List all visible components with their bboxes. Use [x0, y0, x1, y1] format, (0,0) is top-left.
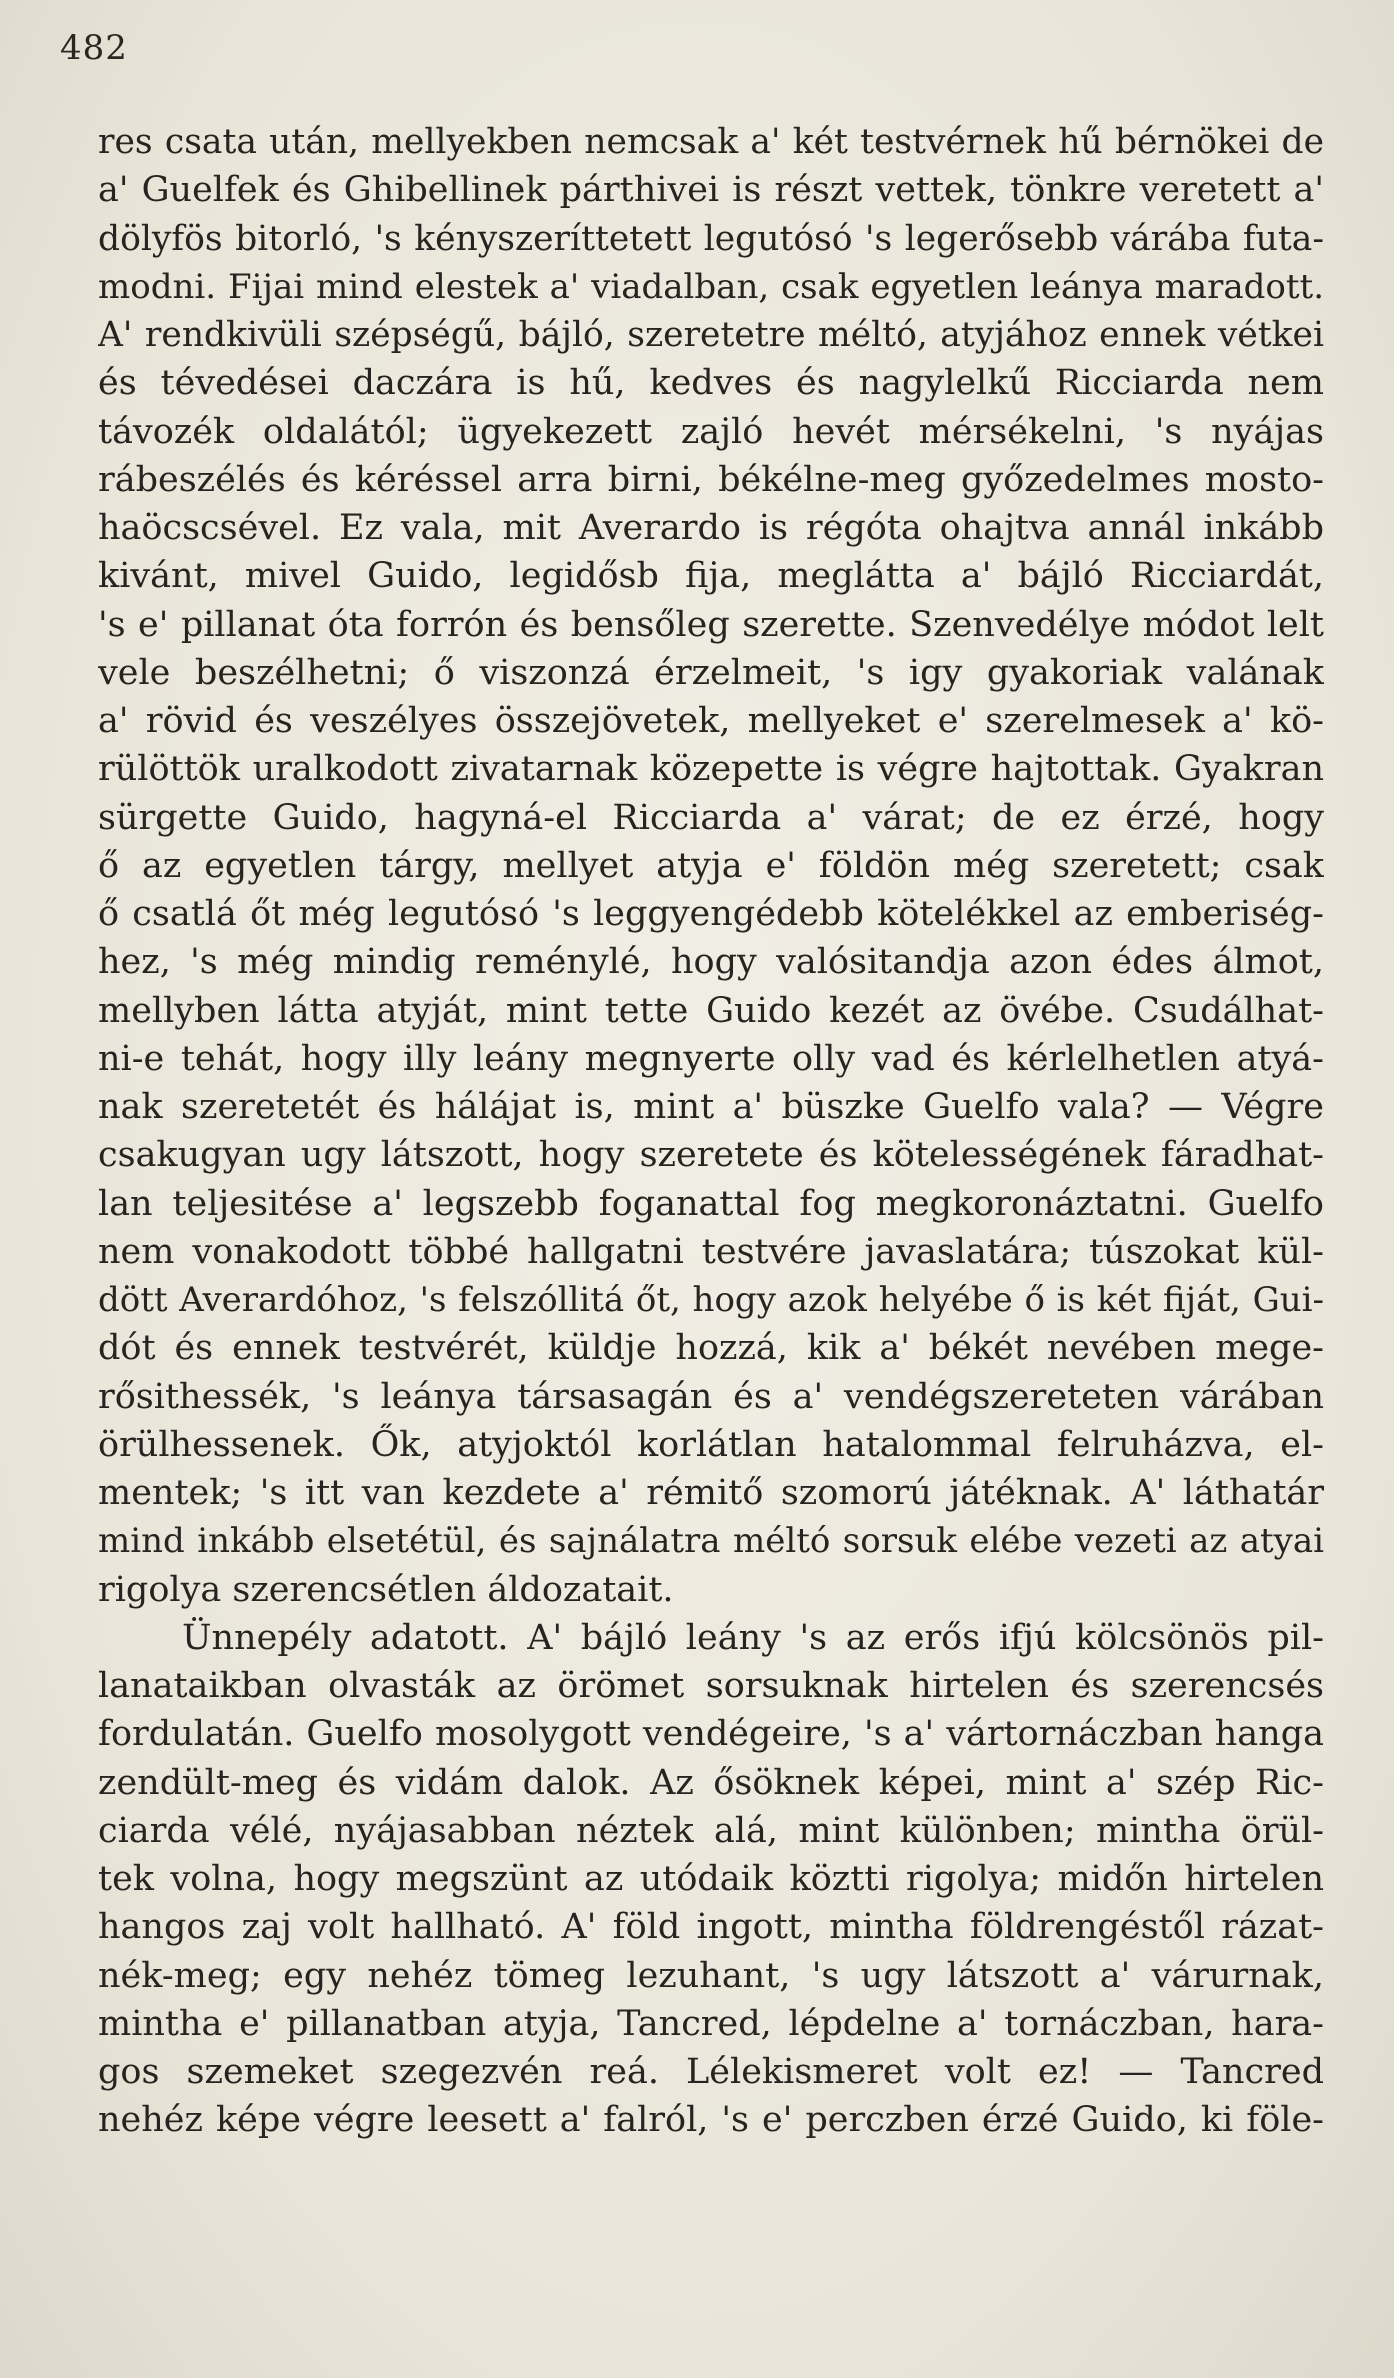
text-line: nehéz képe végre leesett a' falról, 's e' perczben érzé Guido, ki föle- [98, 2100, 1324, 2141]
text-line: res csata után, mellyekben nemcsak a' két testvérnek hű bérnökei de [98, 122, 1324, 162]
text-line: Ünnepély adatott. A' bájló leány 's az erős ifjú kölcsönös pil- [182, 1617, 1324, 1658]
text-line: haöcscsével. Ez vala, mit Averardo is régóta ohajtva annál inkább [98, 508, 1324, 548]
text-line: mentek; 's itt van kezdete a' rémitő szomorú játéknak. A' láthatár [98, 1473, 1324, 1513]
text-line: dött Averardóhoz, 's felszóllitá őt, hogy azok helyébe ő is két fiját, Gui- [98, 1280, 1324, 1320]
text-line: hangos zaj volt hallható. A' föld ingott, mintha földrengéstől rázat- [98, 1907, 1324, 1948]
text-line: rülöttök uralkodott zivatarnak közepette is végre hajtottak. Gyakran [98, 749, 1324, 790]
text-line: kivánt, mivel Guido, legidősb fija, meglátta a' bájló Ricciardát, [98, 556, 1324, 597]
text-line: mellyben látta atyját, mint tette Guido kezét az övébe. Csudálhat- [98, 990, 1324, 1031]
text-line: ő csatlá őt még legutósó 's leggyengédebb kötelékkel az emberiség- [98, 894, 1324, 934]
text-line: csakugyan ugy látszott, hogy szeretete és kötelességének fáradhat- [98, 1135, 1324, 1176]
text-line: nem vonakodott többé hallgatni testvére javaslatára; túszokat kül- [98, 1231, 1324, 1272]
text-line: dölyfös bitorló, 's kényszeríttetett legutósó 's legerősebb várába futa- [98, 218, 1324, 259]
text-line: és tévedései daczára is hű, kedves és nagylelkű Ricciarda nem [98, 363, 1324, 404]
body-text [98, 118, 1324, 2145]
text-line: lanataikban olvasták az örömet sorsuknak hirtelen és szerencsés [98, 1666, 1324, 1706]
text-line: zendült-meg és vidám dalok. Az ősöknek képei, mint a' szép Ric- [98, 1762, 1324, 1803]
text-line: sürgette Guido, hagyná-el Ricciarda a' várat; de ez érzé, hogy [98, 797, 1324, 838]
text-line: rábeszélés és kéréssel arra birni, békélne-meg győzedelmes mosto- [98, 459, 1324, 500]
text-line: távozék oldalától; ügyekezett zajló hevét mérsékelni, 's nyájas [98, 411, 1324, 452]
text-line: a' rövid és veszélyes összejövetek, mellyeket e' szerelmesek a' kö- [98, 701, 1324, 741]
text-line: hez, 's még mindig reménylé, hogy valósitandja azon édes álmot, [98, 942, 1324, 983]
text-line: fordulatán. Guelfo mosolygott vendégeire, 's a' vártornáczban hanga [98, 1714, 1324, 1755]
text-line: modni. Fijai mind elestek a' viadalban, csak egyetlen leánya maradott. [98, 266, 1324, 307]
text-line: tek volna, hogy megszünt az utódaik köztti rigolya; midőn hirtelen [98, 1859, 1324, 1899]
text-line: rősithessék, 's leánya társasagán és a' vendégszereteten várában [98, 1376, 1324, 1417]
text-line: mintha e' pillanatban atyja, Tancred, lépdelne a' tornáczban, hara- [98, 2003, 1324, 2044]
text-line: ciarda vélé, nyájasabban néztek alá, mint különben; mintha örül- [98, 1810, 1324, 1851]
page-number: 482 [60, 28, 128, 68]
text-line: mind inkább elsetétül, és sajnálatra méltó sorsuk elébe vezeti az atyai [98, 1521, 1324, 1562]
text-line: vele beszélhetni; ő viszonzá érzelmeit, 's igy gyakoriak valának [98, 652, 1324, 693]
text-line: nék-meg; egy nehéz tömeg lezuhant, 's ugy látszott a' várurnak, [98, 1955, 1324, 1996]
text-line: nak szeretetét és hálájat is, mint a' büszke Guelfo vala? — Végre [98, 1087, 1324, 1127]
text-line: gos szemeket szegezvén reá. Lélekismeret volt ez! — Tancred [98, 2052, 1324, 2092]
text-line: a' Guelfek és Ghibellinek párthivei is részt vettek, tönkre veretett a' [98, 170, 1324, 211]
text-line: lan teljesitése a' legszebb foganattal fog megkoronáztatni. Guelfo [98, 1183, 1324, 1224]
text-line: ő az egyetlen tárgy, mellyet atyja e' földön még szeretett; csak [98, 845, 1324, 886]
text-line: 's e' pillanat óta forrón és bensőleg szerette. Szenvedélye módot lelt [98, 604, 1324, 645]
text-line: örülhessenek. Ők, atyjoktól korlátlan hatalommal felruházva, el- [98, 1424, 1324, 1465]
text-line: ni-e tehát, hogy illy leány megnyerte olly vad és kérlelhetlen atyá- [98, 1038, 1324, 1079]
text-line: rigolya szerencsétlen áldozatait. [98, 1569, 674, 1610]
text-line: dót és ennek testvérét, küldje hozzá, kik a' békét nevében mege- [98, 1328, 1324, 1369]
text-line: A' rendkivüli szépségű, bájló, szeretetre méltó, atyjához ennek vétkei [98, 315, 1324, 355]
